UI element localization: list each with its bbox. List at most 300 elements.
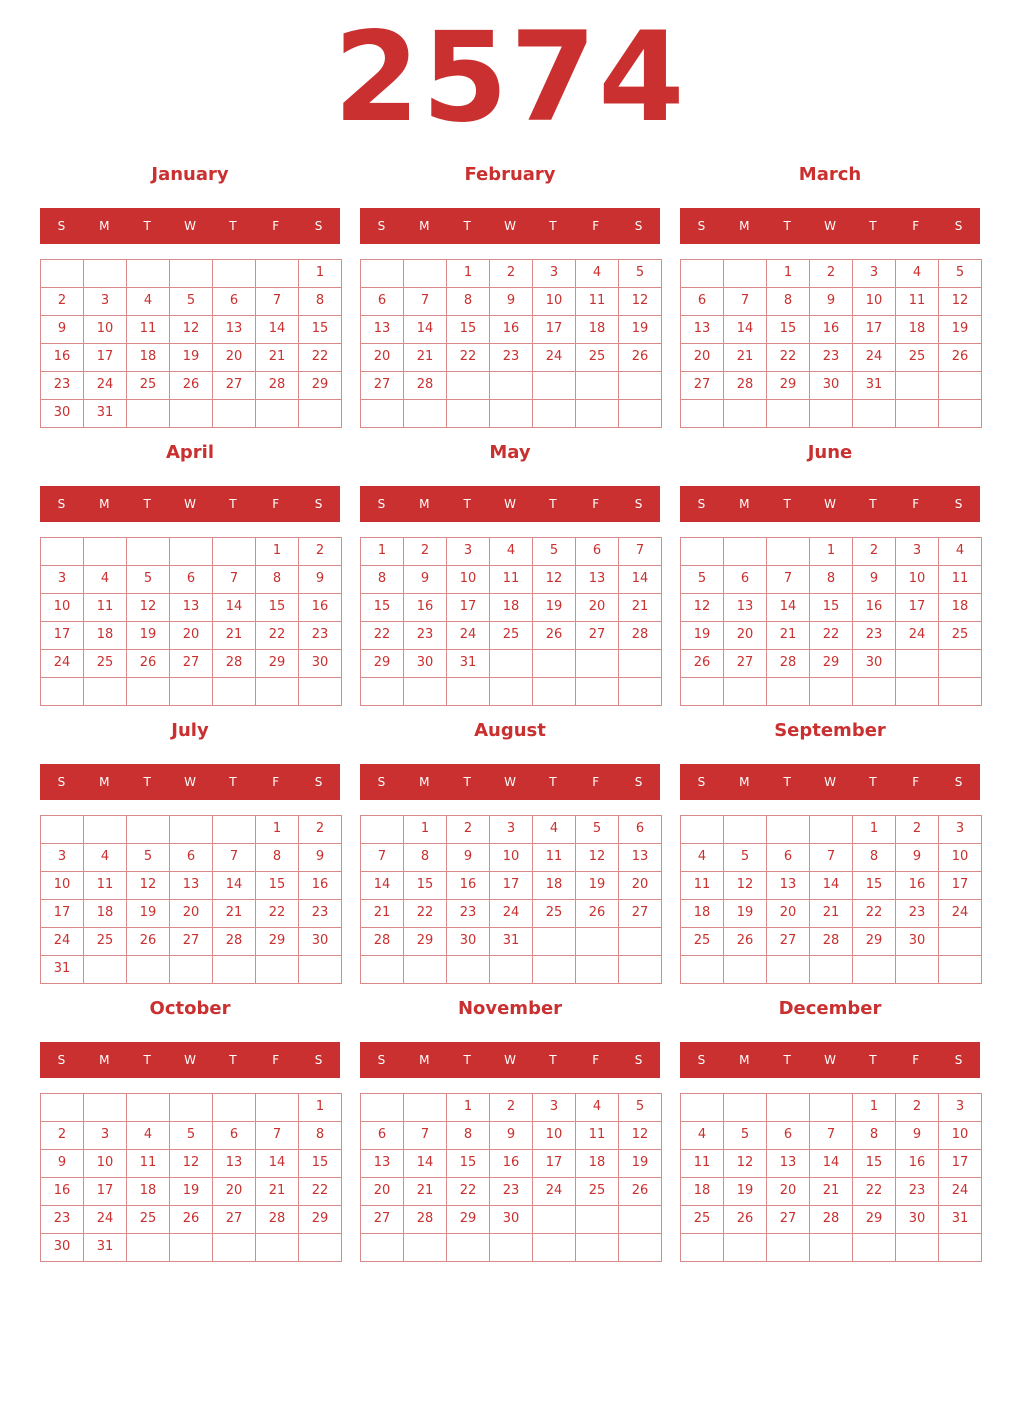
day-cell: 16 <box>298 593 342 622</box>
day-cell: 29 <box>766 371 810 400</box>
day-cell: 14 <box>403 1149 447 1178</box>
day-cell: 1 <box>255 537 299 566</box>
day-cell: 4 <box>126 1121 170 1150</box>
day-cell: 25 <box>126 371 170 400</box>
day-cell: 10 <box>446 565 490 594</box>
day-cell: 17 <box>446 593 490 622</box>
day-cell: 30 <box>852 649 896 678</box>
day-cell: 11 <box>575 287 619 316</box>
weekday-label: W <box>504 219 516 233</box>
weekday-label: T <box>869 497 877 511</box>
day-cell: 29 <box>852 927 896 956</box>
day-cell: 17 <box>83 1177 127 1206</box>
day-cell <box>298 399 342 428</box>
weekday-label: W <box>184 497 196 511</box>
day-cell: 31 <box>83 399 127 428</box>
day-cell: 16 <box>489 1149 533 1178</box>
day-cell: 23 <box>298 621 342 650</box>
day-cell: 15 <box>766 315 810 344</box>
day-cell: 10 <box>895 565 939 594</box>
weekday-label: S <box>634 497 643 511</box>
day-cell: 17 <box>83 343 127 372</box>
day-cell <box>169 1233 213 1262</box>
day-cell <box>852 955 896 984</box>
day-cell: 7 <box>255 1121 299 1150</box>
day-cell <box>169 955 213 984</box>
day-cell: 1 <box>255 815 299 844</box>
day-cell: 2 <box>809 259 853 288</box>
day-cell <box>723 399 767 428</box>
day-cell: 18 <box>895 315 939 344</box>
day-cell <box>809 677 853 706</box>
weekday-label: S <box>697 1053 706 1067</box>
day-cell: 3 <box>446 537 490 566</box>
day-cell: 22 <box>852 899 896 928</box>
day-grid <box>680 259 981 428</box>
day-cell: 2 <box>298 815 342 844</box>
weekday-label: T <box>463 497 471 511</box>
day-cell: 11 <box>83 593 127 622</box>
day-cell: 3 <box>852 259 896 288</box>
day-cell: 25 <box>680 927 724 956</box>
weekday-label: T <box>463 1053 471 1067</box>
day-cell: 15 <box>403 871 447 900</box>
day-cell: 7 <box>766 565 810 594</box>
day-cell <box>766 537 810 566</box>
day-cell <box>809 399 853 428</box>
day-cell <box>255 1093 299 1122</box>
day-cell: 26 <box>169 371 213 400</box>
day-cell <box>169 815 213 844</box>
month-name: July <box>171 720 209 741</box>
day-cell: 10 <box>532 1121 576 1150</box>
day-cell: 3 <box>489 815 533 844</box>
day-cell: 14 <box>255 315 299 344</box>
day-cell: 21 <box>723 343 767 372</box>
day-cell: 24 <box>40 927 84 956</box>
day-cell: 5 <box>723 1121 767 1150</box>
day-grid <box>360 1093 661 1262</box>
day-cell: 9 <box>809 287 853 316</box>
day-cell: 22 <box>255 899 299 928</box>
day-cell: 16 <box>446 871 490 900</box>
day-cell: 7 <box>809 843 853 872</box>
weekday-label: T <box>549 219 557 233</box>
day-cell: 25 <box>532 899 576 928</box>
day-cell: 10 <box>40 871 84 900</box>
day-cell <box>532 1233 576 1262</box>
weekday-label: F <box>592 219 600 233</box>
weekday-label: F <box>272 1053 280 1067</box>
day-cell: 27 <box>618 899 662 928</box>
day-cell <box>680 815 724 844</box>
day-cell: 18 <box>126 1177 170 1206</box>
month-name: May <box>489 442 531 463</box>
weekday-label: T <box>783 497 791 511</box>
weekday-label: M <box>739 219 750 233</box>
day-cell: 19 <box>680 621 724 650</box>
day-cell: 27 <box>680 371 724 400</box>
day-cell: 7 <box>403 287 447 316</box>
weekday-label: M <box>419 1053 430 1067</box>
day-cell <box>212 537 256 566</box>
day-cell: 10 <box>40 593 84 622</box>
day-cell: 3 <box>40 565 84 594</box>
weekday-label: F <box>912 219 920 233</box>
day-cell <box>169 259 213 288</box>
day-cell: 4 <box>532 815 576 844</box>
day-cell: 27 <box>169 649 213 678</box>
day-cell: 7 <box>360 843 404 872</box>
day-cell: 12 <box>723 871 767 900</box>
day-cell <box>938 1233 982 1262</box>
month-name: November <box>457 998 563 1019</box>
day-cell <box>575 955 619 984</box>
weekday-header <box>40 1042 340 1078</box>
day-cell <box>126 815 170 844</box>
day-cell: 21 <box>255 1177 299 1206</box>
day-cell: 29 <box>255 649 299 678</box>
day-cell: 18 <box>532 871 576 900</box>
day-cell: 11 <box>895 287 939 316</box>
day-cell: 16 <box>40 343 84 372</box>
day-cell: 16 <box>809 315 853 344</box>
day-cell: 9 <box>298 843 342 872</box>
day-cell: 24 <box>83 371 127 400</box>
day-cell: 10 <box>83 1149 127 1178</box>
day-cell: 30 <box>298 649 342 678</box>
day-cell: 1 <box>360 537 404 566</box>
day-cell: 26 <box>575 899 619 928</box>
day-cell: 17 <box>938 1149 982 1178</box>
weekday-label: W <box>504 1053 516 1067</box>
day-cell: 10 <box>938 843 982 872</box>
day-cell: 4 <box>680 843 724 872</box>
day-cell: 10 <box>938 1121 982 1150</box>
day-cell: 8 <box>852 843 896 872</box>
weekday-header <box>680 486 980 522</box>
day-cell: 6 <box>766 843 810 872</box>
day-cell: 26 <box>532 621 576 650</box>
weekday-label: T <box>229 219 237 233</box>
day-cell: 13 <box>618 843 662 872</box>
day-cell <box>40 1093 84 1122</box>
day-cell: 7 <box>403 1121 447 1150</box>
day-cell: 18 <box>575 1149 619 1178</box>
day-cell: 29 <box>852 1205 896 1234</box>
weekday-header <box>360 764 660 800</box>
weekday-label: T <box>143 497 151 511</box>
weekday-label: F <box>592 775 600 789</box>
day-cell: 8 <box>766 287 810 316</box>
weekday-label: S <box>697 775 706 789</box>
day-cell: 4 <box>83 843 127 872</box>
day-cell <box>169 677 213 706</box>
day-cell: 19 <box>575 871 619 900</box>
day-cell: 27 <box>169 927 213 956</box>
day-cell: 18 <box>126 343 170 372</box>
day-cell: 6 <box>360 1121 404 1150</box>
weekday-label: T <box>549 497 557 511</box>
day-cell: 18 <box>575 315 619 344</box>
weekday-label: T <box>143 219 151 233</box>
day-cell <box>446 371 490 400</box>
day-cell: 12 <box>618 287 662 316</box>
day-cell: 1 <box>298 1093 342 1122</box>
day-cell: 13 <box>680 315 724 344</box>
day-cell: 11 <box>126 1149 170 1178</box>
day-cell: 29 <box>255 927 299 956</box>
day-cell <box>255 677 299 706</box>
day-cell <box>83 815 127 844</box>
day-cell: 3 <box>532 259 576 288</box>
day-cell <box>766 399 810 428</box>
day-cell <box>938 927 982 956</box>
day-cell: 19 <box>169 343 213 372</box>
day-cell <box>212 815 256 844</box>
day-cell: 17 <box>532 315 576 344</box>
day-cell: 15 <box>852 1149 896 1178</box>
day-cell <box>255 259 299 288</box>
day-cell <box>938 649 982 678</box>
day-cell <box>575 649 619 678</box>
day-cell: 2 <box>40 287 84 316</box>
day-cell <box>403 955 447 984</box>
day-grid <box>360 815 661 984</box>
day-cell: 20 <box>212 343 256 372</box>
day-cell: 20 <box>169 621 213 650</box>
day-cell: 2 <box>446 815 490 844</box>
day-cell: 18 <box>489 593 533 622</box>
day-cell <box>489 677 533 706</box>
weekday-label: S <box>314 775 323 789</box>
day-cell: 2 <box>40 1121 84 1150</box>
day-cell: 15 <box>298 1149 342 1178</box>
day-cell <box>575 399 619 428</box>
day-cell: 8 <box>446 287 490 316</box>
day-cell <box>766 815 810 844</box>
day-cell: 12 <box>575 843 619 872</box>
day-cell <box>489 649 533 678</box>
day-cell: 22 <box>809 621 853 650</box>
day-cell: 11 <box>575 1121 619 1150</box>
day-cell <box>403 1093 447 1122</box>
day-cell: 11 <box>83 871 127 900</box>
weekday-label: F <box>592 1053 600 1067</box>
day-cell: 20 <box>360 1177 404 1206</box>
day-cell: 12 <box>169 315 213 344</box>
day-cell: 22 <box>446 343 490 372</box>
month-name: October <box>149 998 231 1019</box>
day-cell: 12 <box>169 1149 213 1178</box>
day-cell: 22 <box>852 1177 896 1206</box>
day-cell: 8 <box>403 843 447 872</box>
day-cell <box>723 537 767 566</box>
day-cell: 29 <box>403 927 447 956</box>
weekday-label: T <box>783 219 791 233</box>
weekday-label: M <box>419 775 430 789</box>
day-cell: 13 <box>360 1149 404 1178</box>
day-cell: 7 <box>212 565 256 594</box>
day-cell: 5 <box>169 1121 213 1150</box>
day-cell <box>40 677 84 706</box>
day-cell: 2 <box>895 1093 939 1122</box>
weekday-label: T <box>143 1053 151 1067</box>
day-cell: 14 <box>403 315 447 344</box>
day-cell: 25 <box>126 1205 170 1234</box>
day-cell <box>126 399 170 428</box>
day-cell <box>680 1233 724 1262</box>
day-cell <box>169 537 213 566</box>
day-cell: 6 <box>723 565 767 594</box>
weekday-label: S <box>634 219 643 233</box>
day-cell: 2 <box>489 259 533 288</box>
day-cell <box>403 399 447 428</box>
day-cell: 8 <box>298 1121 342 1150</box>
day-cell: 6 <box>575 537 619 566</box>
day-cell <box>489 955 533 984</box>
day-cell <box>360 259 404 288</box>
day-cell <box>766 955 810 984</box>
day-cell <box>852 677 896 706</box>
weekday-label: M <box>739 1053 750 1067</box>
day-cell: 2 <box>403 537 447 566</box>
day-cell <box>532 649 576 678</box>
day-cell <box>489 1233 533 1262</box>
day-cell: 23 <box>298 899 342 928</box>
day-cell: 27 <box>575 621 619 650</box>
day-cell: 29 <box>298 371 342 400</box>
day-cell <box>298 955 342 984</box>
day-cell: 12 <box>680 593 724 622</box>
day-cell <box>809 1233 853 1262</box>
day-grid <box>680 1093 981 1262</box>
day-cell <box>532 955 576 984</box>
day-cell: 16 <box>489 315 533 344</box>
weekday-label: S <box>314 497 323 511</box>
day-cell: 6 <box>360 287 404 316</box>
weekday-label: M <box>739 775 750 789</box>
day-grid <box>680 815 981 984</box>
day-cell: 17 <box>532 1149 576 1178</box>
day-cell: 20 <box>766 899 810 928</box>
day-cell <box>126 677 170 706</box>
day-cell: 4 <box>895 259 939 288</box>
day-cell: 4 <box>489 537 533 566</box>
weekday-label: F <box>912 497 920 511</box>
day-cell <box>255 1233 299 1262</box>
day-cell: 31 <box>852 371 896 400</box>
day-cell <box>895 1233 939 1262</box>
day-cell: 15 <box>298 315 342 344</box>
day-cell: 14 <box>618 565 662 594</box>
day-cell: 18 <box>938 593 982 622</box>
day-cell <box>212 677 256 706</box>
day-cell: 18 <box>83 621 127 650</box>
day-cell: 28 <box>212 927 256 956</box>
day-cell: 13 <box>723 593 767 622</box>
day-cell <box>723 259 767 288</box>
weekday-label: W <box>824 497 836 511</box>
day-cell: 5 <box>169 287 213 316</box>
day-cell <box>360 1093 404 1122</box>
day-cell <box>938 677 982 706</box>
day-cell: 17 <box>489 871 533 900</box>
day-cell: 9 <box>40 315 84 344</box>
day-cell: 16 <box>298 871 342 900</box>
day-cell: 12 <box>126 871 170 900</box>
day-cell <box>403 1233 447 1262</box>
day-cell: 8 <box>446 1121 490 1150</box>
day-cell: 29 <box>446 1205 490 1234</box>
weekday-label: S <box>377 775 386 789</box>
day-cell: 9 <box>852 565 896 594</box>
day-cell: 15 <box>809 593 853 622</box>
month-name: March <box>798 164 862 185</box>
weekday-label: T <box>783 775 791 789</box>
day-cell <box>532 371 576 400</box>
month-name: August <box>474 720 546 741</box>
day-cell <box>40 259 84 288</box>
day-cell: 31 <box>40 955 84 984</box>
day-cell: 5 <box>723 843 767 872</box>
day-cell <box>895 371 939 400</box>
day-cell: 26 <box>680 649 724 678</box>
day-cell: 23 <box>895 1177 939 1206</box>
weekday-label: S <box>697 497 706 511</box>
day-cell <box>360 677 404 706</box>
weekday-label: S <box>954 497 963 511</box>
weekday-label: F <box>912 775 920 789</box>
day-cell: 15 <box>255 871 299 900</box>
day-cell: 14 <box>766 593 810 622</box>
month-name: February <box>464 164 556 185</box>
day-cell: 9 <box>298 565 342 594</box>
day-cell: 8 <box>298 287 342 316</box>
day-cell: 14 <box>360 871 404 900</box>
day-cell: 25 <box>575 343 619 372</box>
day-grid <box>40 815 341 984</box>
day-cell: 21 <box>809 1177 853 1206</box>
day-cell: 7 <box>809 1121 853 1150</box>
weekday-label: F <box>272 497 280 511</box>
day-cell: 12 <box>938 287 982 316</box>
weekday-header <box>40 764 340 800</box>
weekday-label: S <box>634 775 643 789</box>
day-cell: 14 <box>809 1149 853 1178</box>
day-cell <box>895 399 939 428</box>
day-cell: 25 <box>575 1177 619 1206</box>
day-cell <box>618 677 662 706</box>
month-name: September <box>774 720 886 741</box>
day-cell <box>83 259 127 288</box>
day-cell <box>212 1233 256 1262</box>
day-grid <box>40 259 341 428</box>
day-cell: 23 <box>852 621 896 650</box>
day-cell: 15 <box>446 315 490 344</box>
day-cell <box>723 677 767 706</box>
day-cell <box>680 955 724 984</box>
weekday-label: S <box>57 1053 66 1067</box>
day-cell: 27 <box>766 927 810 956</box>
day-cell: 14 <box>255 1149 299 1178</box>
day-cell: 1 <box>446 1093 490 1122</box>
day-cell: 6 <box>169 565 213 594</box>
day-cell <box>40 815 84 844</box>
weekday-header <box>40 486 340 522</box>
day-cell <box>938 371 982 400</box>
day-cell: 3 <box>40 843 84 872</box>
